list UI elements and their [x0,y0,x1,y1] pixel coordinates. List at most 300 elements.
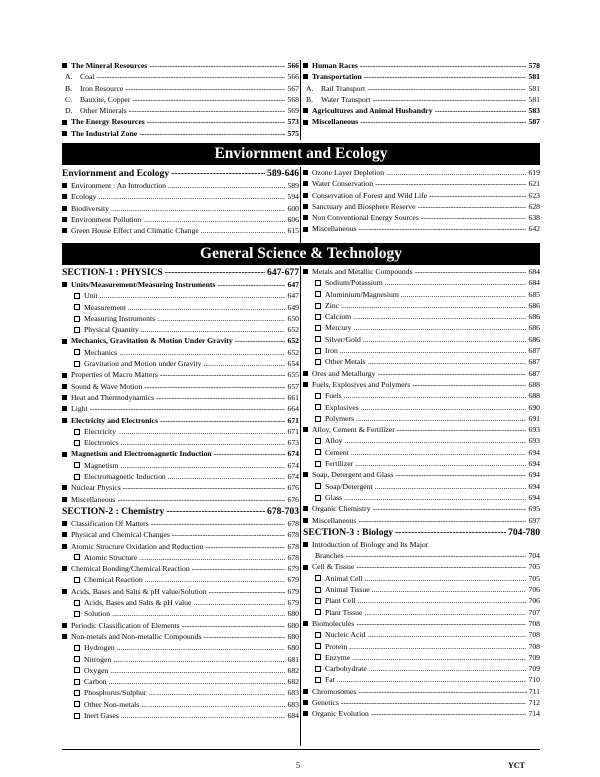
leader-dots [373,503,527,514]
leader-dots [371,708,527,719]
filled-square-bullet-icon [62,634,67,639]
toc-entry-title: Ores and Metallurgy [312,368,376,378]
filled-square-bullet-icon [62,194,67,199]
toc-entry [62,279,299,290]
leader-dots [192,563,286,574]
leader-dots [203,631,285,642]
leader-dots [113,654,285,665]
leader-dots [125,83,285,94]
toc-entry-page: 664 [287,404,299,414]
toc-entry-title: Introduction of Biology and Its Major [312,539,429,549]
hollow-square-bullet-icon [315,483,321,489]
toc-entry-title: Atomic Structure [84,552,138,562]
toc-entry-page: 711 [528,686,540,696]
toc-entry-title: Aluminium/Magnesium [325,289,399,299]
leader-dots [110,665,285,676]
leader-dots [369,663,527,674]
hollow-square-bullet-icon [315,359,321,365]
filled-square-bullet-icon [62,623,67,628]
toc-entry-page: 638 [528,213,540,223]
hollow-square-bullet-icon [74,577,80,583]
footer-rule [62,749,540,750]
filled-square-bullet-icon [303,518,308,523]
toc-entry-page: 694 [528,492,540,502]
toc-entry-title: Electricity and Electronics [71,415,158,425]
toc-entry-page: 695 [528,504,540,514]
leader-dots [421,212,527,223]
hollow-square-bullet-icon [74,645,80,651]
toc-entry [62,518,299,529]
toc-entry-page: 652 [287,325,299,335]
leader-dots [141,324,286,335]
toc-entry [303,201,540,212]
general-science-section [62,266,540,746]
leader-dots [367,629,526,640]
toc-entry [303,402,540,413]
toc-entry-page: 567 [287,83,299,93]
toc-entry-title: Miscellaneous [312,224,357,234]
toc-entry-title: Green House Effect and Climatic Change [71,226,199,236]
toc-entry-title: SECTION-3 : Biology [303,526,394,538]
toc-entry-title: Alloy [325,436,343,446]
toc-entry-page: 709 [528,664,540,674]
filled-square-bullet-icon [303,371,308,376]
toc-entry-page: 652 [287,347,299,357]
leader-dots [364,71,527,82]
toc-entry [62,191,299,202]
leader-dots [352,652,526,663]
toc-entry [62,94,299,105]
leader-dots [168,471,286,482]
filled-square-bullet-icon [303,427,308,432]
toc-entry-title: Bauxite, Copper [80,94,131,104]
toc-entry-index: C. [65,94,73,104]
toc-entry-title: The Mineral Resources [71,61,148,70]
toc-entry-page: 684 [528,267,540,276]
toc-entry-title: Other Minerals [80,106,127,116]
leader-dots [149,60,285,71]
toc-entry-page: 566 [287,61,299,70]
toc-entry [303,584,540,595]
toc-entry-title: Classification Of Matters [71,518,149,528]
toc-entry-page: 694 [528,481,540,491]
leader-dots [364,607,526,618]
toc-entry-page: 680 [287,643,299,653]
toc-entry [303,356,540,367]
leader-dots [385,277,527,288]
leader-dots [145,574,286,585]
toc-entry-page: 642 [528,224,540,234]
filled-square-bullet-icon [62,131,67,136]
toc-entry-title: Magnetism and Electromagnetic Induction [71,449,212,459]
toc-entry [303,266,540,277]
toc-entry-page: 682 [287,665,299,675]
toc-entry-page: 679 [287,564,299,574]
toc-entry-title: Cement [325,447,349,457]
toc-entry [62,574,299,585]
toc-entry-page: 589-646 [267,167,299,179]
leader-dots [139,552,285,563]
toc-entry [303,368,540,379]
toc-entry-page: 678 [287,552,299,562]
toc-entry-page: 685 [528,289,540,299]
toc-entry [62,608,299,619]
leader-dots [201,225,286,236]
leader-dots [165,267,265,278]
toc-entry-page: 705 [528,573,540,583]
toc-entry-page: 693 [528,436,540,446]
toc-entry [303,289,540,300]
leader-dots [217,279,285,290]
hollow-square-bullet-icon [74,349,80,355]
toc-entry-page: 674 [287,460,299,470]
toc-entry-page: 710 [528,675,540,685]
top-left-column [62,60,299,139]
toc-entry [303,492,540,503]
toc-entry-page: 589 [287,181,299,190]
leader-dots [214,448,286,459]
toc-entry-page: 706 [528,585,540,595]
toc-entry [62,699,299,710]
toc-entry [303,345,540,356]
toc-entry [303,447,540,458]
hollow-square-bullet-icon [315,575,321,581]
toc-entry-title: Sodium/Potassium [325,278,383,288]
toc-entry-title: Water Transport [321,94,371,104]
filled-square-bullet-icon [62,406,67,411]
toc-entry-title: Measurement [84,302,126,312]
toc-entry-title: Soap/Detergent [325,481,373,491]
filled-square-bullet-icon [303,74,308,79]
toc-entry [303,167,540,178]
leader-dots [119,347,285,358]
toc-entry-title: Organic Chemistry [312,504,371,514]
leader-dots [341,300,526,311]
toc-entry [303,539,540,550]
leader-dots [121,460,286,471]
leader-dots [141,699,285,710]
toc-entry [62,403,299,414]
toc-entry-title: Calcium [325,312,352,322]
toc-entry-title: Polymers [325,413,355,423]
toc-entry-page: 704-780 [508,526,540,538]
toc-entry [303,561,540,572]
toc-entry-title: The Energy Resources [71,117,145,127]
toc-entry-page: 684 [287,710,299,720]
leader-dots [358,595,527,606]
toc-entry-title: Sanctuary and Biosphere Reserve [312,201,416,211]
toc-entry-page: 676 [287,494,299,504]
toc-entry [62,541,299,552]
leader-dots [117,494,285,505]
toc-entry [62,676,299,687]
hollow-square-bullet-icon [74,667,80,673]
toc-entry [62,358,299,369]
leader-dots [144,381,285,392]
toc-entry-title: Physical Quantity [84,325,139,335]
toc-entry [62,60,299,71]
toc-entry-page: 708 [528,618,540,628]
filled-square-bullet-icon [62,183,67,188]
toc-entry [62,116,299,127]
toc-entry-title: Fuels [325,391,342,401]
toc-entry-page: 671 [287,415,299,425]
toc-entry [62,505,299,518]
leader-dots [157,313,285,324]
leader-dots [351,447,527,458]
toc-entry-page: 681 [287,654,299,664]
toc-entry-page: 671 [287,426,299,436]
hollow-square-bullet-icon [74,701,80,707]
leader-dots [358,223,526,234]
toc-entry-page: 581 [528,72,540,82]
leader-dots [344,492,526,503]
page-number: 5 [296,761,300,770]
toc-entry [303,526,540,539]
toc-entry-page: 708 [528,630,540,640]
leader-dots [121,710,286,721]
leader-dots [97,71,286,82]
toc-entry [62,266,299,279]
filled-square-bullet-icon [62,206,67,211]
leader-dots [346,550,527,561]
toc-entry-title: Physical and Chemical Changes [71,530,170,540]
toc-entry [303,595,540,606]
hollow-square-bullet-icon [315,461,321,467]
leader-dots [341,697,527,708]
toc-entry-title: Electromagnetic Induction [84,472,166,482]
toc-entry-title: Miscellaneous [71,494,116,504]
toc-entry [303,413,540,424]
toc-entry [303,515,540,526]
hollow-square-bullet-icon [315,336,321,342]
leader-dots [356,561,526,572]
toc-entry-title: Fertilizer [325,459,354,469]
toc-entry-page: 687 [528,368,540,378]
hollow-square-bullet-icon [74,474,80,480]
filled-square-bullet-icon [303,621,308,626]
filled-square-bullet-icon [303,472,308,477]
leader-dots [358,515,526,526]
leader-dots [235,335,286,346]
toc-entry-page: 687 [528,346,540,356]
toc-entry-title: Fat [325,675,335,685]
toc-entry [303,607,540,618]
toc-entry-title: Nuclear Physics [71,483,121,493]
toc-entry [303,629,540,640]
toc-entry [303,60,540,71]
toc-entry-title: Metals and Metallic Compounds [312,267,413,276]
filled-square-bullet-icon [303,227,308,232]
hollow-square-bullet-icon [74,679,80,685]
toc-entry [62,437,299,448]
toc-entry-title: Miscellaneous [312,515,357,525]
hollow-square-bullet-icon [74,440,80,446]
toc-entry [303,105,540,116]
leader-dots [112,608,285,619]
leader-dots [363,334,527,345]
leader-dots [209,586,286,597]
toc-entry-title: Carbon [84,677,107,687]
leader-dots [128,302,286,313]
toc-entry-title: Solution [84,609,111,619]
toc-entry-index: D. [65,106,73,116]
toc-entry-page: 575 [287,128,299,138]
hollow-square-bullet-icon [315,348,321,354]
toc-entry-page: 615 [287,226,299,236]
hollow-square-bullet-icon [315,280,321,286]
toc-entry-page: 679 [287,586,299,596]
hollow-square-bullet-icon [74,656,80,662]
toc-entry-title: Miscellaneous [312,117,359,127]
leader-dots [337,674,527,685]
toc-entry-title: Conservation of Forest and Wild Life [312,190,428,200]
toc-entry-title: Electricity [84,426,117,436]
filled-square-bullet-icon [62,228,67,233]
filled-square-bullet-icon [62,120,67,125]
toc-entry-title: Other Metals [325,357,366,367]
leader-dots [121,437,286,448]
hollow-square-bullet-icon [74,713,80,719]
toc-entry-title: Coal [80,72,95,82]
hollow-square-bullet-icon [315,632,321,638]
toc-entry [62,665,299,676]
hollow-square-bullet-icon [315,677,321,683]
toc-entry-title: Enviornment and Ecology [62,167,170,179]
hollow-square-bullet-icon [74,690,80,696]
toc-entry-title: Light [71,404,88,414]
toc-entry-page: 693 [528,425,540,435]
hollow-square-bullet-icon [315,438,321,444]
toc-entry [303,334,540,345]
toc-entry [62,381,299,392]
filled-square-bullet-icon [303,711,308,716]
toc-entry-page: 654 [287,359,299,369]
leader-dots [111,203,285,214]
toc-entry [303,618,540,629]
hollow-square-bullet-icon [74,600,80,606]
toc-entry [303,674,540,685]
toc-entry-page: 708 [528,641,540,651]
toc-entry-title: Protein [325,641,348,651]
toc-entry-title: Agricultures and Animal Husbandry [312,106,433,116]
filled-square-bullet-icon [62,418,67,423]
toc-entry-title: Unit [84,291,98,301]
toc-entry-title: Mechanics [84,347,118,357]
leader-dots [148,687,285,698]
hollow-square-bullet-icon [315,495,321,501]
toc-entry [303,379,540,390]
toc-entry-page: 688 [528,391,540,401]
toc-entry-page: 647 [287,280,299,289]
general-science-right-column [303,266,540,720]
filled-square-bullet-icon [303,700,308,705]
toc-entry-title: Zinc [325,300,340,310]
toc-entry [303,424,540,435]
leader-dots [377,368,526,379]
general-science-left-column [62,266,299,721]
filled-square-bullet-icon [62,485,67,490]
toc-entry-page: 684 [528,278,540,288]
toc-entry-title: Hydrogen [84,643,115,653]
toc-entry-page: 678 [287,530,299,540]
leader-dots [349,641,526,652]
toc-entry [62,597,299,608]
toc-entry [303,481,540,492]
toc-entry-page: 680 [287,609,299,619]
toc-entry-title: Nitrogen [84,654,112,664]
filled-square-bullet-icon [303,170,308,175]
toc-entry-title: Environment : An Introduction [71,181,167,190]
toc-entry-title: Chemical Reaction [84,575,143,585]
toc-entry-title: Alloy, Cement & Fertilizer [312,425,395,435]
toc-entry [303,550,540,561]
toc-entry-title: Human Races [312,61,358,70]
hollow-square-bullet-icon [315,393,321,399]
leader-dots [344,390,527,401]
leader-dots [386,167,526,178]
leader-dots [373,94,527,105]
toc-entry-page: 647-677 [267,266,299,278]
toc-entry-title: Oxygen [84,665,109,675]
toc-entry [62,302,299,313]
toc-entry-page: 569 [287,106,299,116]
toc-entry [62,631,299,642]
toc-entry [62,335,299,346]
toc-entry-title: Iron Resource [80,83,124,93]
toc-entry-page: 704 [528,551,540,561]
hollow-square-bullet-icon [315,291,321,297]
toc-entry-title: Other Non-metals [84,699,140,709]
leader-dots [395,469,526,480]
toc-entry [62,105,299,116]
hollow-square-bullet-icon [315,643,321,649]
toc-entry [303,652,540,663]
leader-dots [375,481,527,492]
toc-entry-title: Atomic Structure Oxidation and Reduction [71,541,204,551]
toc-entry-title: Measuring Instruments [84,313,156,323]
toc-entry [62,642,299,653]
hollow-square-bullet-icon [315,325,321,331]
leader-dots [375,178,526,189]
filled-square-bullet-icon [62,217,67,222]
toc-entry [62,687,299,698]
toc-entry [62,415,299,426]
toc-entry-title: Biodiversity [71,203,110,213]
leader-dots [353,322,526,333]
toc-entry-page: 655 [287,370,299,380]
hollow-square-bullet-icon [315,314,321,320]
toc-entry [62,563,299,574]
toc-entry-page: 673 [287,438,299,448]
toc-entry [303,277,540,288]
toc-entry-title: Mechanics, Gravitation & Motion Under Gravity [71,336,233,346]
leader-dots [147,116,286,127]
filled-square-bullet-icon [303,382,308,387]
leader-dots [353,311,526,322]
toc-entry [62,529,299,540]
filled-square-bullet-icon [62,532,67,537]
toc-entry-page: 621 [528,179,540,189]
toc-entry-page: 691 [528,413,540,423]
filled-square-bullet-icon [62,521,67,526]
toc-entry-page: 578 [528,61,540,70]
environment-right-column [303,167,540,235]
toc-entry-title: Carbohydrate [325,664,367,674]
filled-square-bullet-icon [303,181,308,186]
toc-entry-title: Magnetism [84,460,119,470]
toc-entry-title: Sound & Wave Motion [71,381,143,391]
